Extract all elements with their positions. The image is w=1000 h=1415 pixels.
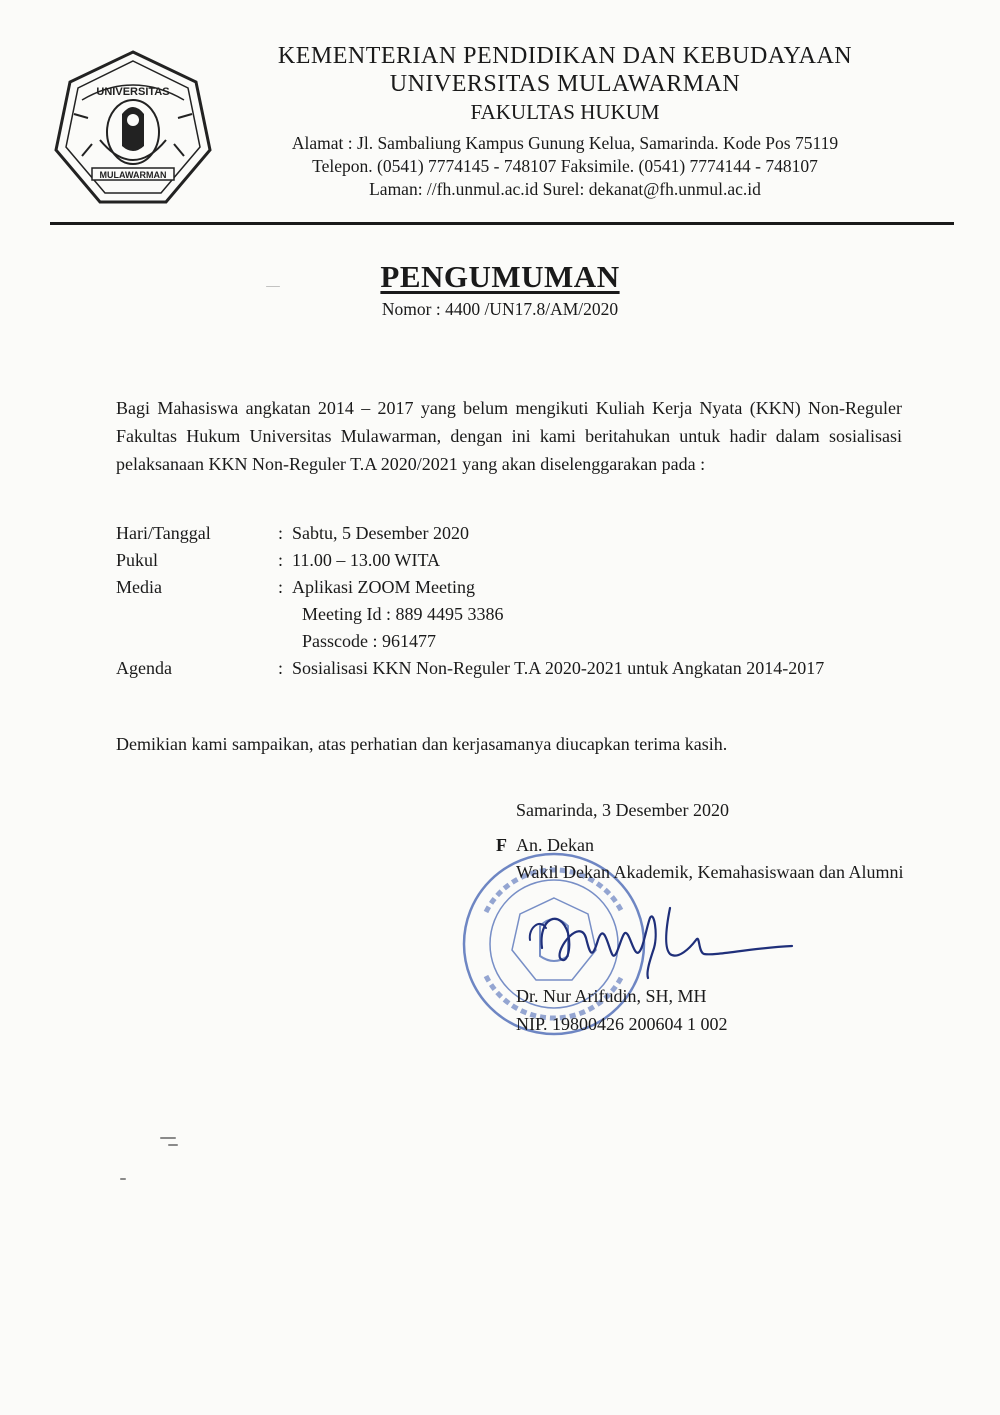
detail-row-time: [116, 547, 942, 574]
on-behalf-text: An. Dekan: [516, 835, 594, 855]
detail-row-passcode: [116, 628, 942, 655]
scan-speck: [168, 1144, 178, 1146]
university-name: UNIVERSITAS MULAWARMAN: [389, 71, 741, 97]
on-behalf-mark: F: [496, 835, 507, 855]
page-title: PENGUMUMAN: [380, 259, 620, 294]
logo-text-bottom: MULAWARMAN: [99, 170, 167, 180]
closing-paragraph: Demikian kami sampaikan, atas perhatian dan kerjasamanya diucapkan terima kasih.: [116, 734, 728, 754]
letterhead: [230, 42, 900, 201]
detail-row-agenda: [116, 655, 942, 682]
detail-value: Sosialisasi KKN Non-Reguler T.A 2020-2021 untuk Angkatan 2014-2017: [292, 658, 825, 678]
signatory-role: Wakil Dekan Akademik, Kemahasiswaan dan Alumni: [516, 862, 904, 882]
web-line: Laman: //fh.unmul.ac.id Surel: dekanat@fh.unmul.ac.id: [369, 179, 761, 199]
announcement-heading: [0, 258, 1000, 320]
signatory-identity: [516, 982, 728, 1038]
phone-line: Telepon. (0541) 7774145 - 748107 Faksimile. (0541) 7774144 - 748107: [312, 156, 818, 176]
detail-value: Aplikasi ZOOM Meeting: [292, 577, 475, 597]
scan-speck: [160, 1137, 176, 1139]
passcode: Passcode : 961477: [302, 631, 436, 651]
event-details: [116, 520, 942, 682]
scan-speck: [266, 286, 280, 287]
signatory-name: Dr. Nur Arifudin, SH, MH: [516, 986, 707, 1006]
detail-label: Pukul: [116, 550, 159, 570]
detail-row-media: [116, 574, 942, 601]
signatory-nip: NIP. 19800426 200604 1 002: [516, 1014, 728, 1034]
scan-speck: [120, 1178, 126, 1180]
detail-separator: :: [278, 550, 284, 570]
detail-separator: :: [278, 523, 284, 543]
meeting-id: Meeting Id : 889 4495 3386: [302, 604, 504, 624]
intro-paragraph: Bagi Mahasiswa angkatan 2014 – 2017 yang belum mengikuti Kuliah Kerja Nyata (KKN) Non-Reguler Fakultas Hukum Universitas Mulawarman, dengan ini kami beritahukan untuk hadir dalam sosialisasi pelaksanaan KKN Non-Reguler T.A 2020/2021 yang akan diselenggarakan pada :: [116, 398, 902, 474]
detail-label: Media: [116, 577, 162, 597]
detail-label: Agenda: [116, 658, 172, 678]
letterhead-divider: [50, 222, 954, 225]
detail-row-date: [116, 520, 942, 547]
logo-text-top: UNIVERSITAS: [96, 86, 170, 98]
detail-separator: :: [278, 577, 284, 597]
detail-label: Hari/Tanggal: [116, 523, 211, 543]
detail-separator: :: [278, 658, 284, 678]
detail-value: 11.00 – 13.00 WITA: [292, 550, 441, 570]
university-crest-icon: [52, 48, 214, 210]
signatory-block: [496, 832, 906, 886]
detail-value: Sabtu, 5 Desember 2020: [292, 523, 469, 543]
document-number: Nomor : 4400 /UN17.8/AM/2020: [381, 299, 619, 319]
address-line: Alamat : Jl. Sambaliung Kampus Gunung Kelua, Samarinda. Kode Pos 75119: [291, 133, 839, 153]
faculty-name: FAKULTAS HUKUM: [470, 100, 660, 124]
detail-row-meeting-id: [116, 601, 942, 628]
place-date: Samarinda, 3 Desember 2020: [516, 800, 729, 820]
on-behalf-line: [496, 832, 906, 859]
handwritten-signature: [520, 888, 800, 988]
ministry-name: KEMENTERIAN PENDIDIKAN DAN KEBUDAYAAN: [277, 43, 853, 69]
